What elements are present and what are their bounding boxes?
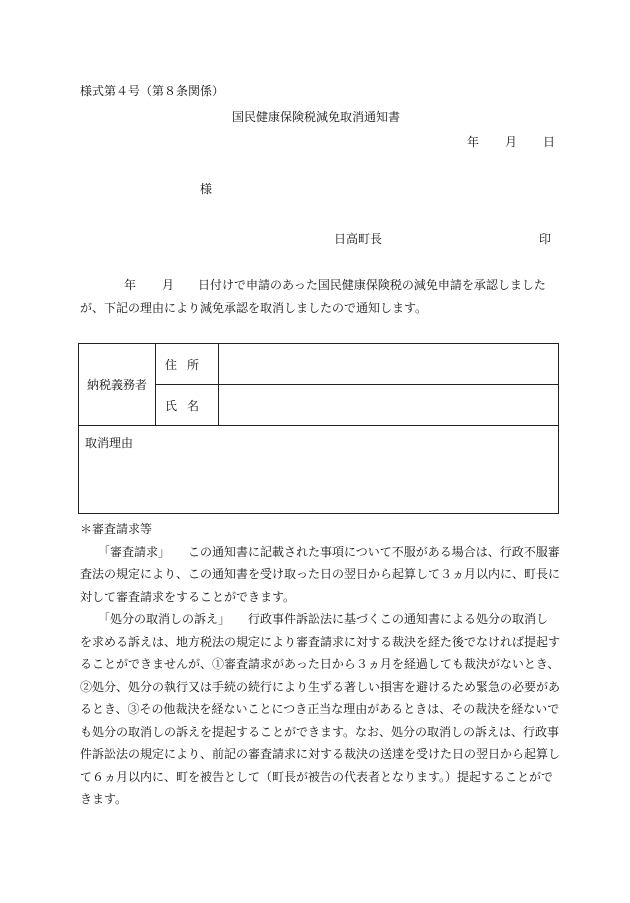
intro-line1: 日付けで申請のあった国民健康保険税の減免申請を承認しました <box>198 278 546 292</box>
reason-label: 取消理由 <box>85 436 134 450</box>
seal-mark: 印 <box>539 232 552 246</box>
reason-field[interactable] <box>79 426 559 514</box>
suit-text: 行政事件訴訟法に基づくこの通知書による処分の取消しを求める訴えは、地方税法の規定により審査請求に対する裁決を経た後でなければ提起することができませんが、①審査請求があった日から３ヵ月を経過しても裁決がないとき、②処分、処分の執行又は手続の続行により生ずる著しい損害を避けるため緊急の必要があるとき、③その他裁決を経ないことにつき正当な理由があるときは、その裁決を経ないでも処分の取消しの訴えを提起することができます。なお、処分の取消しの訴えは、行政事件訴訟法の規定により、前記の審査請求に対する裁決の送達を受けた日の翌日から起算して６ヵ月以内に、町を被告として（町長が被告の代表者となります。）提起することができます。 <box>80 612 561 806</box>
taxpayer-table <box>78 343 559 514</box>
issue-date <box>467 133 555 150</box>
review-paragraph <box>80 541 560 609</box>
date-year-label: 年 <box>467 135 480 149</box>
issuer-name: 日高町長 <box>334 232 383 246</box>
address-field[interactable] <box>219 344 559 385</box>
intro-line2: が、下記の理由により減免承認を取消しましたので通知します。 <box>80 301 428 315</box>
notes-section <box>80 518 560 811</box>
date-month-label: 月 <box>505 135 518 149</box>
date-day-label: 日 <box>543 135 556 149</box>
intro-month: 月 <box>162 278 175 292</box>
document-title: 国民健康保険税減免取消通知書 <box>232 110 401 124</box>
intro-paragraph <box>80 274 555 320</box>
name-label: 氏名 <box>156 385 219 426</box>
suit-paragraph <box>80 608 560 811</box>
taxpayer-label: 納税義務者 <box>79 344 156 426</box>
review-text: この通知書に記載された事項について不服がある場合は、行政不服審査法の規定により、この通知書を受け取った日の翌日から起算して３ヵ月以内に、町長に対して審査請求をすることができます。 <box>80 544 561 604</box>
addressee-honorific: 様 <box>200 182 213 196</box>
review-title: 「審査請求」 <box>98 544 171 559</box>
address-label: 住所 <box>156 344 219 385</box>
form-number: 様式第４号（第８条関係） <box>80 84 225 98</box>
name-field[interactable] <box>219 385 559 426</box>
intro-year: 年 <box>124 278 137 292</box>
notes-heading: ＊審査請求等 <box>80 522 153 536</box>
suit-title: 「処分の取消しの訴え」 <box>98 612 231 626</box>
